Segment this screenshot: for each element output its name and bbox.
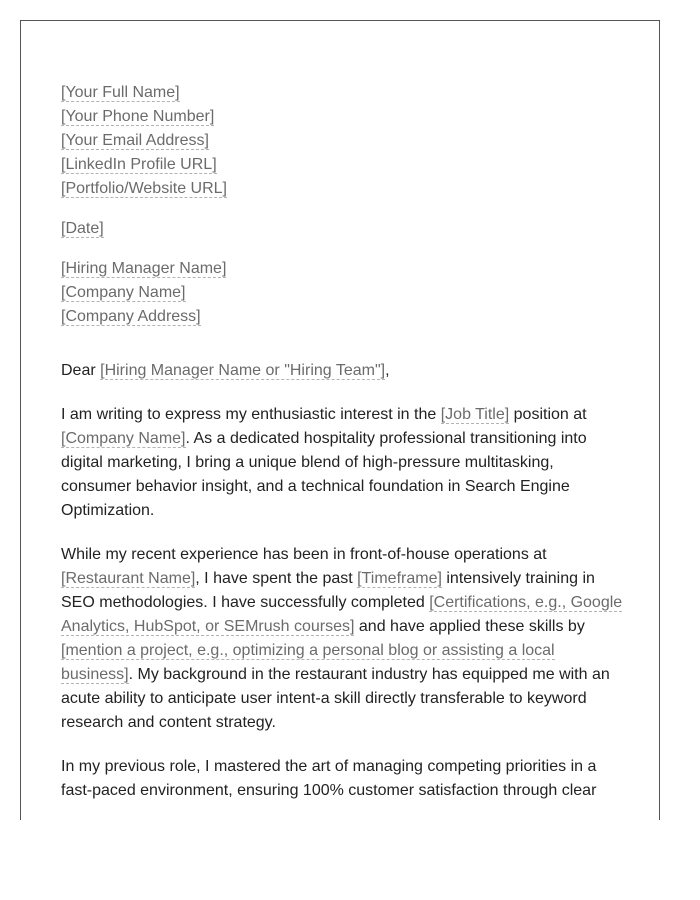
full-name-placeholder[interactable]: [Your Full Name]: [61, 84, 180, 101]
date-block: [61, 217, 626, 241]
p3-text-1: In my previous role, I mastered the art of managing competing priorities in a fast-paced environment, ensuring 100% customer satisfaction through clear: [61, 758, 597, 799]
portfolio-placeholder[interactable]: [Portfolio/Website URL]: [61, 180, 227, 197]
certifications-placeholder[interactable]: [Certifications, e.g., Google Analytics, HubSpot, or SEMrush courses]: [61, 594, 623, 635]
p2-text-3: intensively training in SEO methodologies. I have successfully completed: [61, 570, 595, 611]
hiring-manager-placeholder[interactable]: [Hiring Manager Name]: [61, 260, 227, 277]
salutation-prefix: Dear: [61, 362, 101, 379]
salutation-name-placeholder[interactable]: [Hiring Manager Name or "Hiring Team"]: [100, 362, 386, 379]
job-title-placeholder[interactable]: [Job Title]: [440, 406, 510, 423]
salutation-suffix: ,: [385, 362, 390, 379]
p1-company-placeholder[interactable]: [Company Name]: [61, 430, 186, 447]
p1-text-2: position at: [509, 406, 587, 423]
restaurant-placeholder[interactable]: [Restaurant Name]: [61, 570, 196, 587]
p1-text-1: I am writing to express my enthusiastic interest in the: [61, 406, 441, 423]
project-placeholder[interactable]: [mention a project, e.g., optimizing a personal blog or assisting a local business]: [61, 642, 555, 683]
recipient-block: [61, 257, 626, 329]
paragraph-2: [61, 543, 626, 735]
p2-text-2: , I have spent the past: [195, 570, 358, 587]
linkedin-placeholder[interactable]: [LinkedIn Profile URL]: [61, 156, 217, 173]
date-placeholder[interactable]: [Date]: [61, 220, 104, 237]
sender-block: [61, 81, 626, 201]
letter-content: [61, 81, 626, 803]
phone-placeholder[interactable]: [Your Phone Number]: [61, 108, 215, 125]
paragraph-3: [61, 755, 626, 803]
p2-text-1: While my recent experience has been in front-of-house operations at: [61, 546, 547, 563]
email-placeholder[interactable]: [Your Email Address]: [61, 132, 209, 149]
company-address-placeholder[interactable]: [Company Address]: [61, 308, 201, 325]
company-name-placeholder[interactable]: [Company Name]: [61, 284, 186, 301]
salutation: [61, 359, 626, 383]
letter-page: [20, 20, 660, 820]
paragraph-1: [61, 403, 626, 523]
timeframe-placeholder[interactable]: [Timeframe]: [357, 570, 442, 587]
p2-text-4: and have applied these skills by: [354, 618, 585, 635]
p2-text-5: . My background in the restaurant industry has equipped me with an acute ability to anticipate user intent-a skill directly transferable to keyword research and content strategy.: [61, 666, 610, 731]
p1-text-3: . As a dedicated hospitality professional transitioning into digital marketing, I bring a unique blend of high-pressure multitasking, consumer behavior insight, and a technical foundation in Search Engine Optimization.: [61, 430, 587, 519]
